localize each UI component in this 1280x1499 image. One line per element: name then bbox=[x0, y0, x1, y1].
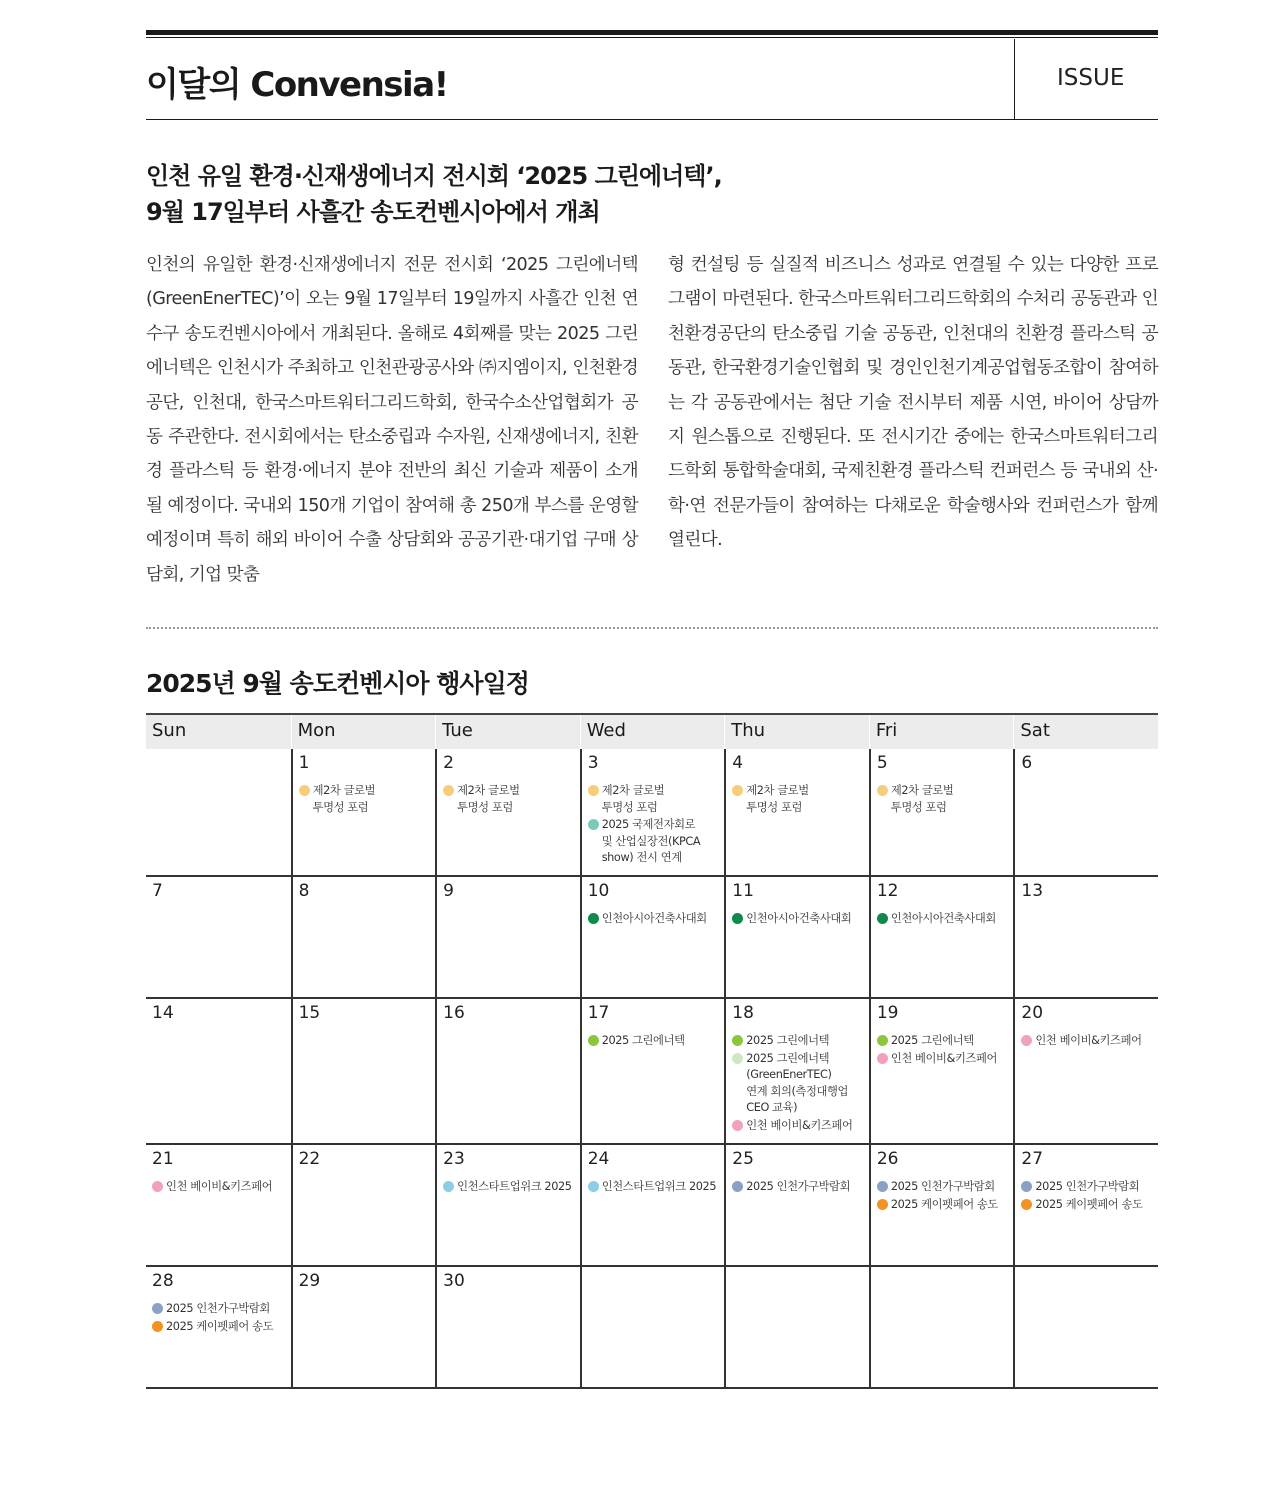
event-calendar bbox=[146, 713, 1158, 1389]
calendar-day-cell bbox=[146, 749, 291, 875]
article-body-left: 인천의 유일한 환경·신재생에너지 전문 전시회 ‘2025 그린에너텍(GreenEnerTEC)’이 오는 9월 17일부터 19일까지 사흘간 인천 연수구 송도컨벤시아에서 개최된다. 올해로 4회째를 맞는 2025 그린에너텍은 인천시가 주최하고 인천관광공사와 ㈜지엠이지, 인천환경공단, 인천대, 한국스마트워터그리드학회, 한국수소산업협회가 공동 주관한다. 전시회에서는 탄소중립과 수자원, 신재생에너지, 친환경 플라스틱 등 환경·에너지 분야 전반의 최신 기술과 제품이 소개될 예정이다. 국내외 150개 기업이 참여해 총 250개 부스를 운영할 예정이며 특히 해외 바이어 수출 상담회와 공공기관·대기업 구매 상담회, 기업 맞춤 bbox=[146, 255, 638, 585]
day-number bbox=[877, 1271, 1008, 1299]
calendar-event bbox=[152, 1319, 285, 1336]
event-dot-icon bbox=[732, 1181, 743, 1192]
calendar-day-cell bbox=[291, 877, 436, 997]
day-number: 5 bbox=[876, 753, 888, 773]
calendar-day-cell bbox=[869, 1145, 1014, 1265]
day-number: 23 bbox=[443, 1149, 465, 1169]
event-label: 인천 베이비&키즈페어 bbox=[166, 1180, 273, 1193]
calendar-day-cell bbox=[146, 877, 291, 997]
event-dot-icon bbox=[152, 1321, 163, 1332]
calendar-event bbox=[588, 1033, 719, 1050]
event-label: 2025 그린에너텍 (GreenEnerTEC) 연계 회의(측정대행업 CEO 교육) bbox=[746, 1051, 849, 1115]
event-label: 제2차 글로벌 투명성 포럼 bbox=[312, 784, 376, 814]
event-label: 2025 인천가구박람회 bbox=[746, 1180, 851, 1193]
calendar-week bbox=[146, 877, 1158, 999]
weekday-mon: Mon bbox=[291, 715, 436, 749]
event-dot-icon bbox=[588, 1035, 599, 1046]
section-divider bbox=[146, 627, 1158, 629]
day-number: 27 bbox=[1021, 1149, 1044, 1169]
event-label: 인천 베이비&키즈페어 bbox=[1035, 1034, 1142, 1047]
event-dot-icon bbox=[877, 1035, 888, 1046]
day-number: 8 bbox=[298, 881, 310, 901]
day-number: 18 bbox=[732, 1003, 754, 1023]
calendar-event bbox=[877, 1179, 1008, 1196]
event-dot-icon bbox=[443, 1181, 454, 1192]
day-number: 17 bbox=[587, 1003, 610, 1023]
brand-title: 이달의 Convensia! bbox=[146, 65, 448, 105]
calendar-event bbox=[588, 1179, 719, 1196]
event-dot-icon bbox=[299, 785, 310, 796]
event-label: 제2차 글로벌 투명성 포럼 bbox=[890, 784, 954, 814]
section-label: ISSUE bbox=[1057, 65, 1125, 91]
calendar-day-cell bbox=[435, 999, 580, 1143]
article-body-right: 형 컨설팅 등 실질적 비즈니스 성과로 연결될 수 있는 다양한 프로그램이 마련된다. 한국스마트워터그리드학회의 수처리 공동관과 인천환경공단의 탄소중립 기술 공동관, 인천대의 친환경 플라스틱 공동관, 한국환경기술인협회 및 경인인천기계공업협동조합이 참여하는 각 공동관에서는 첨단 기술 전시부터 제품 시연, 바이어 상담까지 원스톱으로 진행된다. 또 전시기간 중에는 한국스마트워터그리드학회 통합학술대회, 국제친환경 플라스틱 컨퍼런스 등 국내외 산·학·연 전문가들이 참여하는 다채로운 학술행사와 컨퍼런스가 함께 열린다. bbox=[668, 255, 1158, 551]
day-number: 9 bbox=[443, 881, 454, 901]
day-number: 12 bbox=[876, 881, 899, 901]
header-divider bbox=[1014, 39, 1015, 119]
calendar-event bbox=[732, 1179, 863, 1196]
event-label: 2025 인천가구박람회 bbox=[890, 1180, 995, 1193]
day-number: 22 bbox=[298, 1149, 321, 1169]
calendar-grid bbox=[146, 749, 1158, 1389]
day-number: 2 bbox=[443, 753, 454, 773]
day-number: 29 bbox=[298, 1271, 321, 1291]
calendar-event bbox=[152, 1301, 285, 1318]
calendar-event bbox=[732, 1051, 863, 1117]
calendar-event bbox=[443, 1179, 574, 1196]
event-label: 2025 그린에너텍 bbox=[601, 1034, 685, 1047]
calendar-day-cell bbox=[869, 877, 1014, 997]
event-label: 2025 그린에너텍 bbox=[746, 1034, 830, 1047]
day-number: 10 bbox=[587, 881, 610, 901]
magazine-header bbox=[146, 30, 1158, 120]
weekday-wed: Wed bbox=[580, 715, 725, 749]
event-label: 인천 베이비&키즈페어 bbox=[746, 1118, 853, 1132]
calendar-day-cell bbox=[435, 749, 580, 875]
calendar-day-cell bbox=[291, 1145, 436, 1265]
article-headline bbox=[146, 158, 1158, 230]
calendar-week bbox=[146, 1145, 1158, 1267]
calendar-event bbox=[732, 1033, 863, 1050]
weekday-sun: Sun bbox=[152, 720, 187, 741]
event-dot-icon bbox=[1021, 1035, 1032, 1046]
calendar-day-cell bbox=[291, 749, 436, 875]
day-number: 25 bbox=[732, 1149, 754, 1169]
event-label: 인천 베이비&키즈페어 bbox=[890, 1051, 998, 1065]
calendar-day-cell bbox=[146, 1267, 291, 1387]
event-label: 제2차 글로벌 투명성 포럼 bbox=[457, 784, 520, 814]
calendar-week bbox=[146, 999, 1158, 1145]
day-number: 14 bbox=[152, 1003, 174, 1023]
day-number: 16 bbox=[443, 1003, 465, 1023]
calendar-event bbox=[588, 911, 719, 928]
headline-line-1: 인천 유일 환경·신재생에너지 전시회 ‘2025 그린에너텍’, bbox=[146, 162, 722, 190]
weekday-fri: Fri bbox=[869, 715, 1014, 749]
event-label: 2025 인천가구박람회 bbox=[1035, 1180, 1140, 1193]
day-number bbox=[1021, 1271, 1152, 1299]
event-dot-icon bbox=[152, 1181, 163, 1192]
weekday-thu: Thu bbox=[724, 715, 869, 749]
calendar-event bbox=[732, 911, 863, 928]
calendar-event bbox=[443, 783, 574, 816]
calendar-day-cell bbox=[146, 999, 291, 1143]
event-label: 2025 국제전자회로 및 산업실장전(KPCA show) 전시 연계 bbox=[601, 818, 701, 865]
event-dot-icon bbox=[732, 1053, 743, 1064]
calendar-event bbox=[152, 1179, 285, 1196]
day-number: 20 bbox=[1021, 1003, 1044, 1023]
headline-line-2: 9월 17일부터 사흘간 송도컨벤시아에서 개최 bbox=[146, 198, 600, 226]
calendar-event bbox=[877, 783, 1008, 816]
day-number: 15 bbox=[298, 1003, 321, 1023]
event-dot-icon bbox=[588, 819, 599, 830]
calendar-event bbox=[732, 1118, 863, 1135]
event-dot-icon bbox=[732, 785, 743, 796]
calendar-day-cell bbox=[724, 1145, 869, 1265]
calendar-day-cell bbox=[580, 877, 725, 997]
calendar-event bbox=[1021, 1179, 1152, 1196]
calendar-day-cell bbox=[291, 999, 436, 1143]
calendar-event bbox=[588, 817, 719, 867]
calendar-day-cell bbox=[1013, 1267, 1158, 1387]
calendar-week bbox=[146, 1267, 1158, 1389]
calendar-week bbox=[146, 749, 1158, 877]
event-label: 제2차 글로벌 투명성 포럼 bbox=[746, 784, 809, 814]
calendar-day-cell bbox=[435, 1145, 580, 1265]
event-label: 2025 케이펫페어 송도 bbox=[166, 1319, 274, 1333]
calendar-day-cell bbox=[1013, 877, 1158, 997]
calendar-day-cell bbox=[869, 999, 1014, 1143]
weekday-sat: Sat bbox=[1013, 715, 1158, 749]
calendar-event bbox=[1021, 1197, 1152, 1214]
day-number: 1 bbox=[298, 753, 310, 773]
event-dot-icon bbox=[877, 785, 888, 796]
calendar-event bbox=[877, 1197, 1008, 1214]
event-dot-icon bbox=[877, 1053, 888, 1064]
day-number: 28 bbox=[152, 1271, 174, 1291]
calendar-day-cell bbox=[724, 749, 869, 875]
calendar-event bbox=[732, 783, 863, 816]
event-dot-icon bbox=[732, 913, 743, 924]
calendar-day-cell bbox=[869, 1267, 1014, 1387]
calendar-day-cell bbox=[146, 1145, 291, 1265]
event-dot-icon bbox=[877, 1199, 888, 1210]
event-dot-icon bbox=[588, 913, 599, 924]
calendar-event bbox=[877, 1033, 1008, 1050]
calendar-day-cell bbox=[435, 877, 580, 997]
event-dot-icon bbox=[588, 1181, 599, 1192]
day-number: 19 bbox=[876, 1003, 899, 1023]
day-number: 24 bbox=[587, 1149, 610, 1169]
event-label: 인천스타트업위크 2025 bbox=[457, 1180, 572, 1193]
event-label: 인천아시아건축사대회 bbox=[890, 912, 996, 925]
calendar-day-cell bbox=[291, 1267, 436, 1387]
event-dot-icon bbox=[877, 913, 888, 924]
calendar-day-cell bbox=[580, 749, 725, 875]
calendar-event bbox=[1021, 1033, 1152, 1050]
calendar-day-cell bbox=[580, 1145, 725, 1265]
event-dot-icon bbox=[732, 1035, 743, 1046]
calendar-event bbox=[588, 783, 719, 816]
calendar-day-cell bbox=[724, 999, 869, 1143]
event-label: 2025 케이펫페어 송도 bbox=[890, 1197, 998, 1211]
event-dot-icon bbox=[443, 785, 454, 796]
event-label: 인천아시아건축사대회 bbox=[601, 912, 707, 925]
event-label: 2025 그린에너텍 bbox=[890, 1034, 974, 1047]
event-dot-icon bbox=[152, 1303, 163, 1314]
calendar-day-cell bbox=[1013, 749, 1158, 875]
weekday-tue: Tue bbox=[435, 715, 580, 749]
day-number: 6 bbox=[1021, 753, 1033, 773]
day-number: 30 bbox=[443, 1271, 465, 1291]
calendar-day-cell bbox=[1013, 999, 1158, 1143]
day-number: 3 bbox=[587, 753, 599, 773]
calendar-day-cell bbox=[724, 877, 869, 997]
day-number: 11 bbox=[732, 881, 754, 901]
event-dot-icon bbox=[588, 785, 599, 796]
calendar-day-cell bbox=[869, 749, 1014, 875]
calendar-day-cell bbox=[435, 1267, 580, 1387]
calendar-event bbox=[299, 783, 430, 816]
event-label: 인천스타트업위크 2025 bbox=[601, 1180, 717, 1193]
day-number: 21 bbox=[152, 1149, 174, 1169]
calendar-day-cell bbox=[1013, 1145, 1158, 1265]
day-number bbox=[588, 1271, 719, 1299]
calendar-day-cell bbox=[724, 1267, 869, 1387]
event-dot-icon bbox=[877, 1181, 888, 1192]
event-dot-icon bbox=[1021, 1181, 1032, 1192]
day-number: 13 bbox=[1021, 881, 1044, 901]
day-number bbox=[732, 1271, 863, 1299]
event-label: 2025 케이펫페어 송도 bbox=[1035, 1197, 1143, 1211]
event-dot-icon bbox=[732, 1120, 743, 1131]
calendar-event bbox=[877, 911, 1008, 928]
event-dot-icon bbox=[1021, 1199, 1032, 1210]
calendar-event bbox=[877, 1051, 1008, 1068]
day-number: 7 bbox=[152, 881, 163, 901]
event-label: 2025 인천가구박람회 bbox=[166, 1302, 270, 1315]
weekday-header bbox=[146, 713, 1158, 749]
calendar-day-cell bbox=[580, 999, 725, 1143]
calendar-title: 2025년 9월 송도컨벤시아 행사일정 bbox=[146, 669, 529, 698]
day-number bbox=[152, 753, 285, 781]
event-label: 제2차 글로벌 투명성 포럼 bbox=[601, 784, 665, 814]
day-number: 4 bbox=[732, 753, 744, 773]
event-label: 인천아시아건축사대회 bbox=[746, 912, 852, 925]
calendar-day-cell bbox=[580, 1267, 725, 1387]
day-number: 26 bbox=[876, 1149, 899, 1169]
